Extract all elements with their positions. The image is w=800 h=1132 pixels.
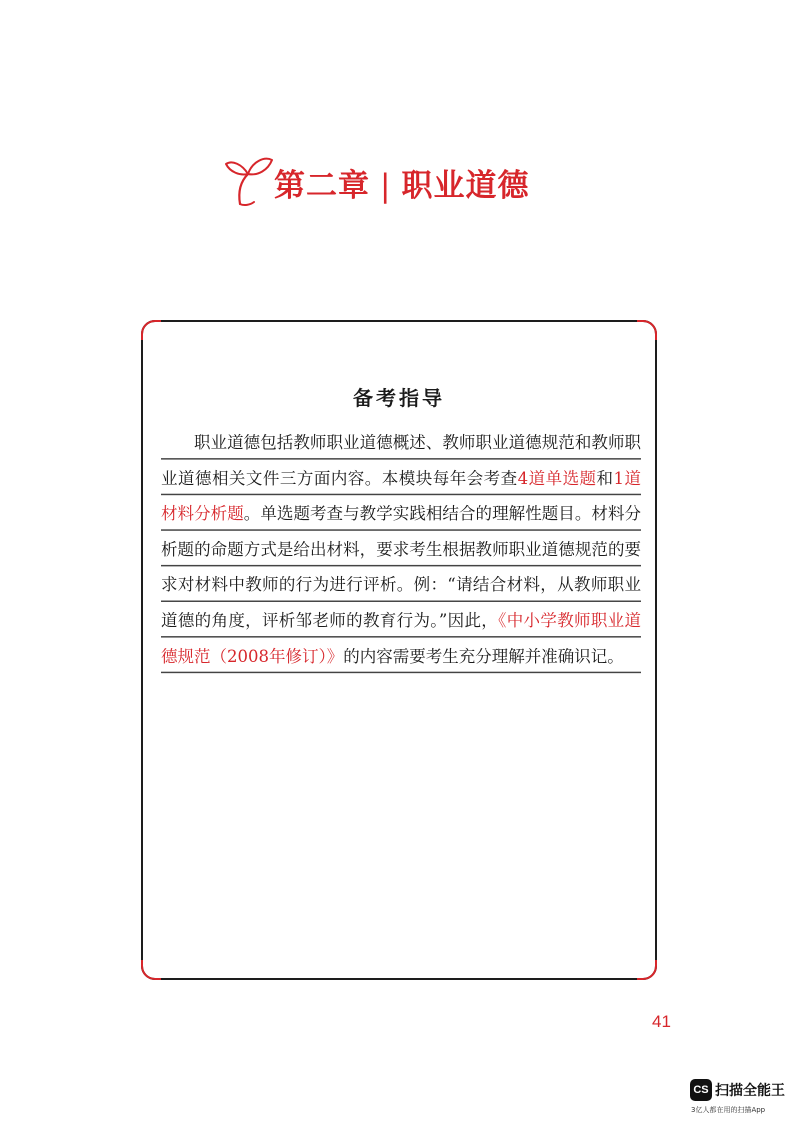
sprout-icon: [222, 148, 278, 208]
box-corner-accent: [637, 960, 657, 980]
watermark-name: 扫描全能王: [715, 1083, 785, 1099]
body-text: 的内容需要考生充分理解并准确识记。: [343, 646, 624, 666]
page-number: 41: [652, 1012, 671, 1031]
box-corner-accent: [637, 320, 657, 340]
watermark-tagline: 3亿人都在用的扫描App: [691, 1106, 766, 1114]
guide-paragraph: [161, 425, 641, 674]
camscanner-logo-icon: CS: [690, 1079, 712, 1101]
box-corner-accent: [141, 960, 161, 980]
highlight-material-analysis: 1道材料分析题: [161, 468, 642, 524]
chapter-number: 第二章: [274, 168, 370, 204]
study-guide-box: [141, 320, 657, 980]
chapter-separator: |: [380, 168, 392, 204]
body-text: 和: [596, 468, 614, 488]
body-text: 职业道德包括教师职业道德概述、教师职业道德规范和教师职业道德相关文件三方面内容。本模块每年会考查: [161, 433, 641, 488]
guide-body: [161, 425, 641, 674]
scanner-watermark: [690, 1079, 794, 1119]
highlight-single-choice: 4道单选题: [517, 468, 597, 488]
body-text: 。单选题考查与教学实践相结合的理解性题目。材料分析题的命题方式是给出材料，要求考生根据教师职业道德规范的要求对材料中教师的行为进行评析。例：“请结合材料，从教师职业道德的角度，评析邹老师的教育行为。”因此，: [161, 504, 642, 630]
chapter-name: 职业道德: [401, 168, 530, 204]
box-corner-accent: [141, 320, 161, 340]
highlight-code-of-ethics: 《中小学教师职业道德规范（2008年修订）》: [161, 610, 642, 666]
chapter-heading: [222, 148, 542, 212]
guide-title: 备考指导: [353, 386, 445, 410]
chapter-title: [274, 160, 529, 205]
